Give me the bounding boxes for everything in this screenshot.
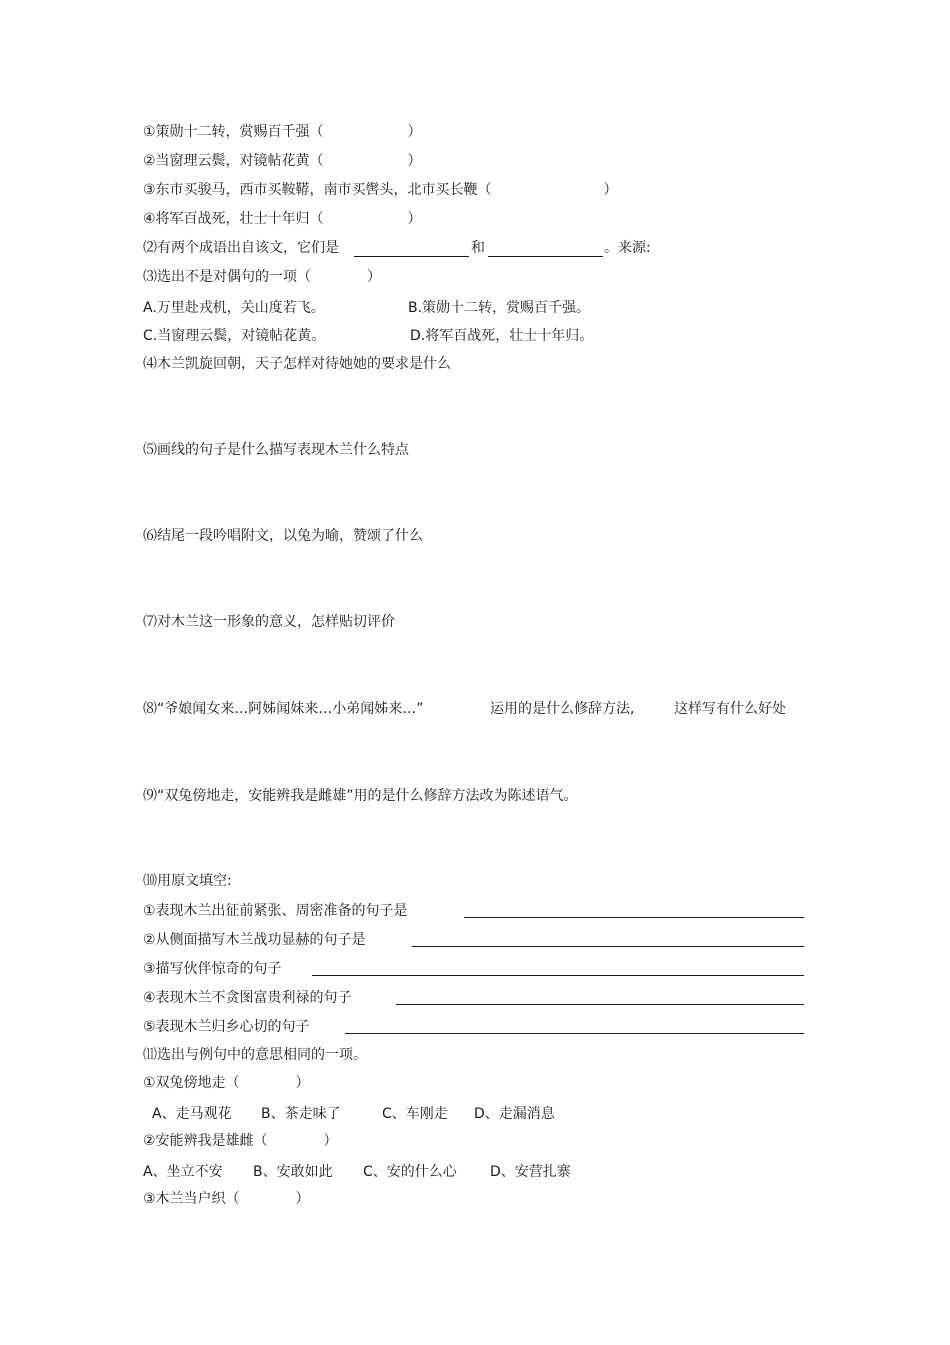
- question-3-option-a[interactable]: A.万里赴戎机，关山度若飞。: [143, 300, 325, 316]
- question-10-item-1: ①表现木兰出征前紧张、周密准备的句子是: [143, 903, 408, 919]
- sub-2-option-d[interactable]: D、安营扎寨: [490, 1164, 571, 1180]
- sub-1-option-b[interactable]: B、茶走味了: [261, 1106, 341, 1122]
- sentence-item-4: ④将军百战死，壮士十年归（ ）: [143, 211, 422, 227]
- question-11-stem: ⑾选出与例句中的意思相同的一项。: [143, 1047, 367, 1063]
- question-5: ⑸画线的句子是什么描写表现木兰什么特点: [143, 442, 409, 458]
- question-3-option-d[interactable]: D.将军百战死，壮士十年归。: [410, 328, 594, 344]
- question-3-option-c[interactable]: C.当窗理云鬓，对镜帖花黄。: [143, 328, 326, 344]
- answer-line-5[interactable]: [345, 1033, 804, 1034]
- sub-2-option-b[interactable]: B、安敢如此: [253, 1164, 333, 1180]
- question-11-sub-1: ①双兔傍地走（ ）: [143, 1075, 310, 1091]
- question-3-stem: ⑶选出不是对偶句的一项（ ）: [143, 269, 381, 285]
- sub-2-option-a[interactable]: A、坐立不安: [143, 1164, 223, 1180]
- sub-1-option-a[interactable]: A、走马观花: [152, 1106, 232, 1122]
- answer-line-2[interactable]: [412, 946, 804, 947]
- question-8-benefit: 这样写有什么好处: [674, 701, 786, 717]
- question-2-middle: 和: [471, 240, 485, 256]
- idiom-blank-1[interactable]: [354, 256, 469, 257]
- sub-1-option-c[interactable]: C、车刚走: [382, 1106, 448, 1122]
- question-3-option-b[interactable]: B.策勋十二转，赏赐百千强。: [408, 300, 591, 316]
- question-2-prefix: ⑵有两个成语出自该文，它们是: [143, 240, 339, 256]
- question-10-item-3: ③描写伙伴惊奇的句子: [143, 961, 282, 977]
- answer-line-4[interactable]: [396, 1004, 804, 1005]
- question-11-sub-2: ②安能辨我是雄雌（ ）: [143, 1133, 338, 1149]
- question-11-sub-3: ③木兰当户织（ ）: [143, 1191, 310, 1207]
- question-8-quote: ⑻“爷娘闻女来…阿姊闻妹来…小弟闻姊来…”: [143, 701, 424, 717]
- sub-2-option-c[interactable]: C、安的什么心: [363, 1164, 457, 1180]
- question-8-method: 运用的是什么修辞方法,: [490, 701, 635, 717]
- answer-line-3[interactable]: [312, 975, 804, 976]
- idiom-blank-2[interactable]: [488, 256, 603, 257]
- question-10-item-4: ④表现木兰不贪图富贵利禄的句子: [143, 990, 352, 1006]
- sentence-item-3: ③东市买骏马，西市买鞍鞯，南市买辔头，北市买长鞭（ ）: [143, 182, 618, 198]
- question-10-stem: ⑽用原文填空:: [143, 873, 232, 889]
- question-6: ⑹结尾一段吟唱附文，以兔为喻，赞颂了什么: [143, 528, 423, 544]
- sub-1-option-d[interactable]: D、走漏消息: [474, 1106, 555, 1122]
- question-10-item-5: ⑤表现木兰归乡心切的句子: [143, 1019, 310, 1035]
- answer-line-1[interactable]: [464, 917, 804, 918]
- question-9: ⑼“双兔傍地走，安能辨我是雌雄”用的是什么修辞方法改为陈述语气。: [143, 788, 578, 804]
- question-4: ⑷木兰凯旋回朝，天子怎样对待她她的要求是什么: [143, 356, 451, 372]
- sentence-item-2: ②当窗理云鬓，对镜帖花黄（ ）: [143, 153, 422, 169]
- question-10-item-2: ②从侧面描写木兰战功显赫的句子是: [143, 932, 366, 948]
- question-7: ⑺对木兰这一形象的意义，怎样贴切评价: [143, 614, 395, 630]
- sentence-item-1: ①策勋十二转，赏赐百千强（ ）: [143, 124, 422, 140]
- question-2-suffix: 。来源:: [604, 240, 651, 256]
